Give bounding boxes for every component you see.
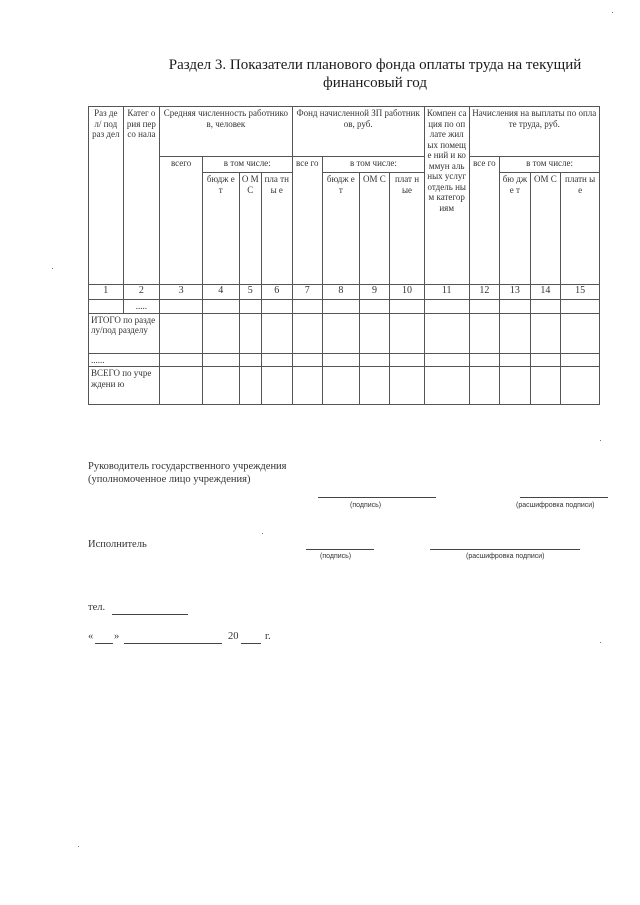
table-cell — [500, 367, 531, 405]
date-open-quote: « — [88, 631, 94, 642]
header-oms-wage: ОМ С — [359, 173, 390, 285]
scan-speck — [52, 268, 53, 269]
col-number: 5 — [239, 285, 261, 300]
table-cell — [469, 313, 500, 353]
table-cell — [239, 300, 261, 314]
header-budget-charges: бю дже т — [500, 173, 531, 285]
scan-speck — [600, 642, 601, 643]
date-month-line[interactable] — [124, 643, 222, 644]
executor-transcript-line[interactable] — [430, 549, 580, 550]
section-title — [150, 56, 600, 92]
table-cell — [323, 313, 360, 353]
table-cell — [561, 367, 600, 405]
scan-speck — [262, 533, 263, 534]
col-number: 11 — [424, 285, 469, 300]
table-cell — [160, 300, 203, 314]
header-section: Раз дел/ под раз дел — [89, 107, 124, 285]
table-cell — [239, 313, 261, 353]
table-cell — [160, 353, 203, 367]
table-cell — [323, 367, 360, 405]
header-paid-charges: платн ые — [561, 173, 600, 285]
scan-speck — [600, 440, 601, 441]
date-year-suffix: г. — [265, 631, 271, 642]
col-number: 15 — [561, 285, 600, 300]
table-cell — [424, 313, 469, 353]
table-cell — [500, 300, 531, 314]
table-cell — [292, 313, 323, 353]
table-cell — [390, 353, 425, 367]
table-cell — [530, 367, 561, 405]
section-title-line1: Раздел 3. Показатели планового фонда оплаты труда на текущий — [168, 57, 582, 73]
table-cell — [202, 353, 239, 367]
table-cell — [390, 300, 425, 314]
dots-cell: ...... — [89, 353, 160, 367]
table-cell — [561, 353, 600, 367]
table-cell — [261, 367, 292, 405]
dots-cell: ..... — [123, 300, 160, 314]
executor-signature-line[interactable] — [306, 549, 374, 550]
col-number: 4 — [202, 285, 239, 300]
payroll-table — [88, 106, 600, 405]
table-cell — [390, 313, 425, 353]
table-cell — [561, 313, 600, 353]
table-cell — [500, 313, 531, 353]
header-paid-wage: плат ные — [390, 173, 425, 285]
executor-signature-caption: (подпись) — [320, 553, 352, 560]
table-cell — [160, 367, 203, 405]
col-number: 1 — [89, 285, 124, 300]
header-avg-headcount: Средняя численность работников, человек — [160, 107, 292, 157]
head-signature-caption: (подпись) — [350, 502, 382, 509]
col-number: 13 — [500, 285, 531, 300]
header-charges: Начисления на выплаты по оплате труда, руб. — [469, 107, 599, 157]
table-cell — [292, 367, 323, 405]
table-cell — [202, 367, 239, 405]
table-cell — [261, 353, 292, 367]
header-budget-headcount: бюдж ет — [202, 173, 239, 285]
table-cell — [359, 300, 390, 314]
header-including-charges: в том числе: — [500, 157, 600, 173]
col-number: 6 — [261, 285, 292, 300]
table-row — [89, 353, 600, 367]
header-oms-headcount: О М С — [239, 173, 261, 285]
table-row — [89, 313, 600, 353]
table-cell — [292, 300, 323, 314]
total-institution-label: ВСЕГО по учреждени ю — [89, 367, 160, 405]
table-cell — [390, 367, 425, 405]
table-cell — [424, 367, 469, 405]
table-cell — [424, 353, 469, 367]
table-cell — [359, 313, 390, 353]
table-cell — [469, 367, 500, 405]
executor-label: Исполнитель — [88, 539, 147, 550]
table-cell — [359, 353, 390, 367]
table-cell — [469, 353, 500, 367]
col-number: 7 — [292, 285, 323, 300]
date-year-line[interactable] — [241, 643, 261, 644]
header-oms-charges: ОМ С — [530, 173, 561, 285]
header-total-headcount: всего — [160, 157, 203, 285]
table-cell — [261, 313, 292, 353]
scan-speck — [612, 12, 613, 13]
scan-speck — [78, 846, 79, 847]
table-cell — [89, 300, 124, 314]
col-number: 10 — [390, 285, 425, 300]
table-cell — [561, 300, 600, 314]
table-cell — [239, 367, 261, 405]
head-transcript-caption: (расшифровка подписи) — [516, 502, 595, 509]
table-cell — [530, 300, 561, 314]
table-cell — [261, 300, 292, 314]
head-signature-line[interactable] — [318, 497, 436, 498]
col-number: 14 — [530, 285, 561, 300]
date-year-prefix: 20 — [228, 631, 239, 642]
table-row — [89, 300, 600, 314]
col-number: 9 — [359, 285, 390, 300]
table-row — [89, 367, 600, 405]
header-category: Катег ория персо нала — [123, 107, 160, 285]
table-cell — [160, 313, 203, 353]
table-cell — [323, 353, 360, 367]
col-number: 8 — [323, 285, 360, 300]
total-section-label: ИТОГО по разделу/под разделу — [89, 313, 160, 353]
table-cell — [323, 300, 360, 314]
head-transcript-line[interactable] — [520, 497, 608, 498]
header-total-charges: все го — [469, 157, 500, 285]
phone-line[interactable] — [112, 614, 188, 615]
table-cell — [202, 300, 239, 314]
header-compensation: Компен сация по оплате жилых помеще ний и коммун альных услуг отдель ным категор иям — [424, 107, 469, 285]
executor-transcript-caption: (расшифровка подписи) — [466, 553, 545, 560]
phone-label: тел. — [88, 602, 106, 613]
table-cell — [202, 313, 239, 353]
date-close-quote: » — [114, 631, 120, 642]
header-including-wage: в том числе: — [323, 157, 425, 173]
col-number: 12 — [469, 285, 500, 300]
col-number: 2 — [123, 285, 160, 300]
table-cell — [530, 353, 561, 367]
header-wage-fund: Фонд начисленной ЗП работников, руб. — [292, 107, 424, 157]
section-title-line2: финансовый год — [322, 75, 428, 91]
table-cell — [239, 353, 261, 367]
table-cell — [424, 300, 469, 314]
header-paid-headcount: пла тны е — [261, 173, 292, 285]
table-cell — [469, 300, 500, 314]
col-number: 3 — [160, 285, 203, 300]
header-including-headcount: в том числе: — [202, 157, 292, 173]
table-cell — [292, 353, 323, 367]
header-total-wage: все го — [292, 157, 323, 285]
head-label: Руководитель государственного учреждения (уполномоченное лицо учреждения) — [88, 461, 287, 485]
table-cell — [500, 353, 531, 367]
column-numbers-row — [89, 285, 600, 300]
table-cell — [359, 367, 390, 405]
header-budget-wage: бюдж ет — [323, 173, 360, 285]
date-day-line[interactable] — [95, 643, 113, 644]
table-cell — [530, 313, 561, 353]
